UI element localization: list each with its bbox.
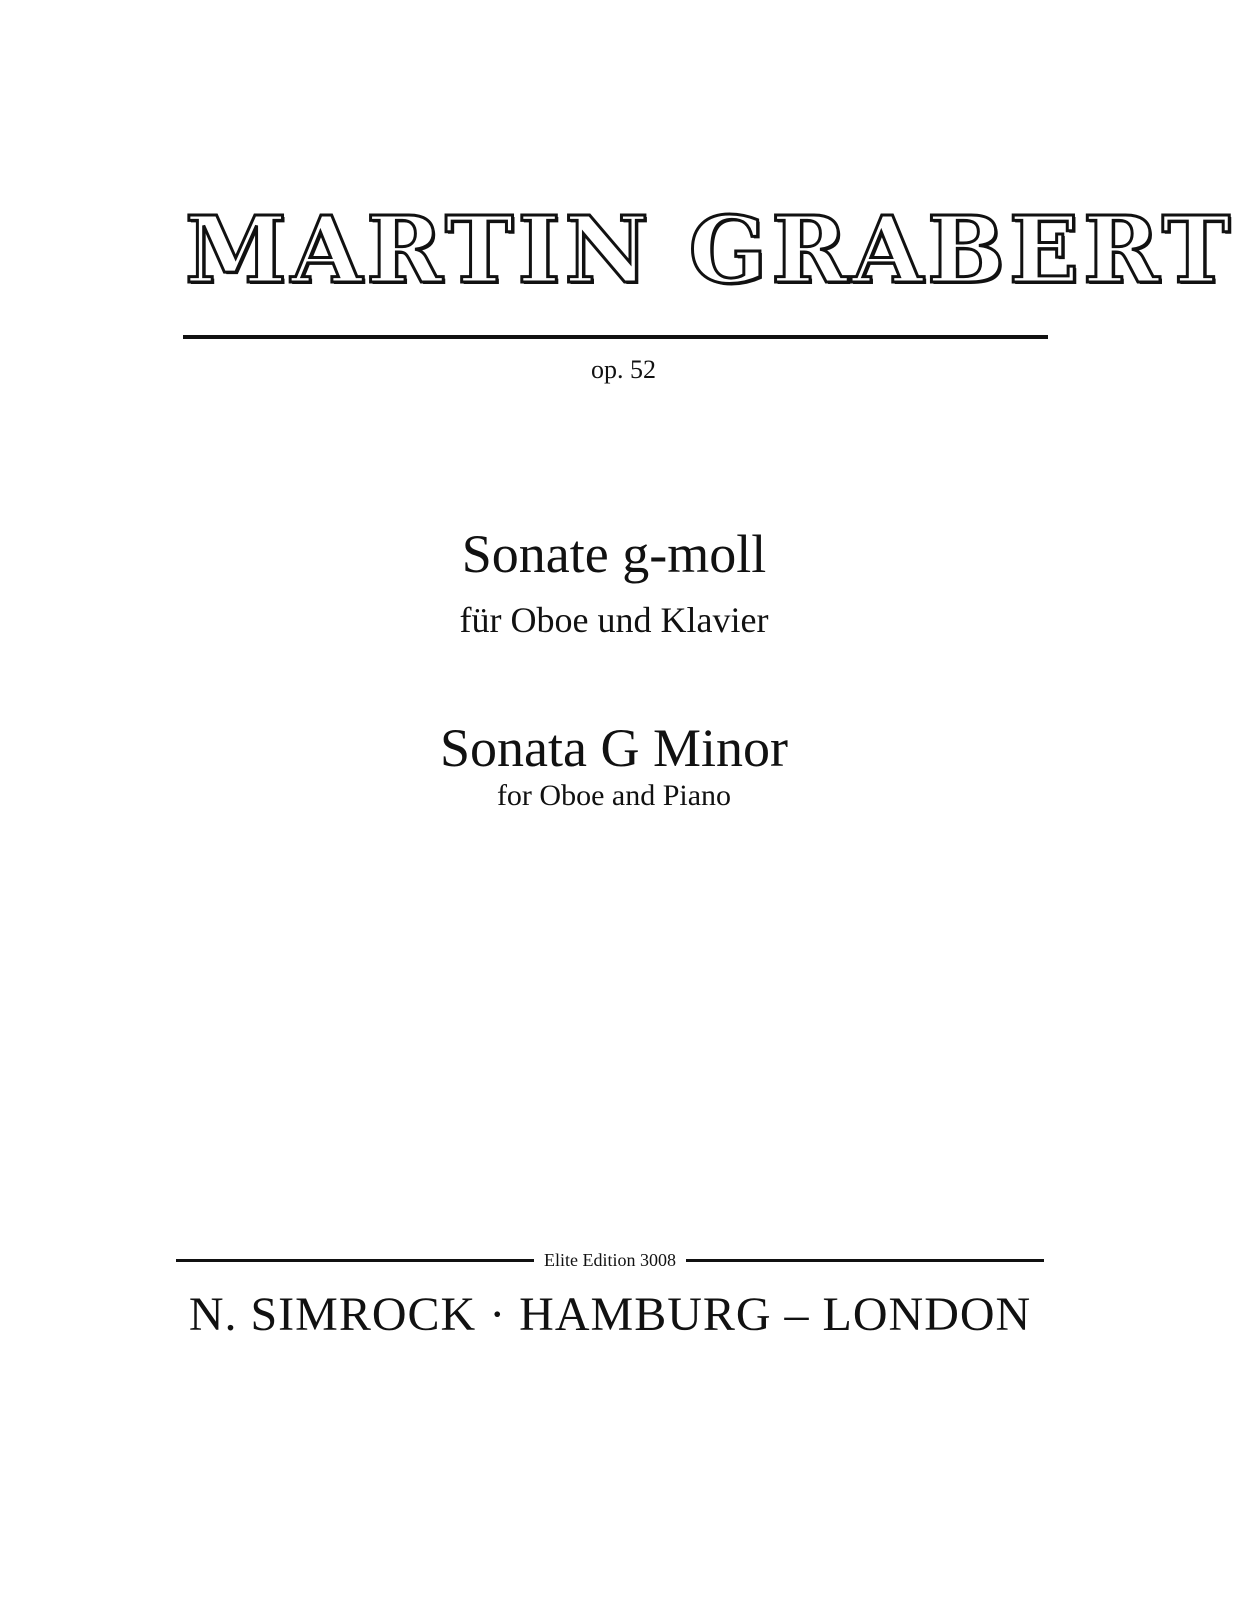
composer-name: MARTIN GRABERT: [185, 196, 1235, 304]
edition-rule-right: [686, 1259, 1044, 1262]
english-subtitle: for Oboe and Piano: [496, 779, 732, 812]
composer-divider: [183, 335, 1048, 339]
edition-number: Elite Edition 3008: [544, 1249, 676, 1270]
opus-number: op. 52: [591, 355, 656, 384]
german-title: Sonate g-moll: [461, 524, 767, 584]
edition-line: [176, 1247, 1044, 1273]
german-subtitle: für Oboe und Klavier: [459, 600, 769, 640]
edition-rule-left: [176, 1259, 534, 1262]
publisher-imprint: N. SIMROCK · HAMBURG – LONDON: [188, 1288, 1032, 1341]
english-title: Sonata G Minor: [440, 718, 788, 778]
